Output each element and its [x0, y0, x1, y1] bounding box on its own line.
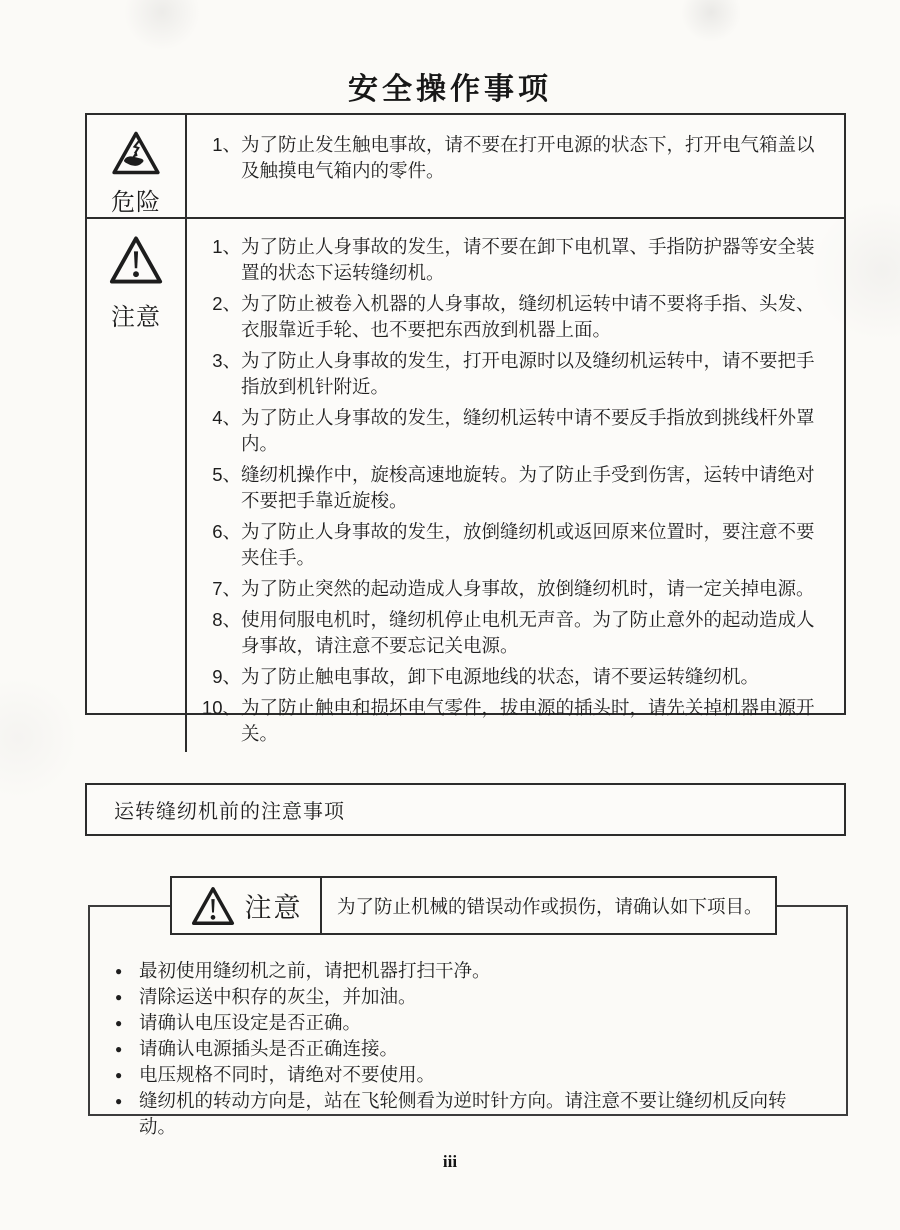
safety-table — [85, 113, 846, 744]
bullet-icon: ● — [115, 990, 123, 1004]
item-number: 7、 — [212, 578, 241, 599]
bullet-icon: ● — [115, 1068, 123, 1082]
pre-operation-checklist-box — [88, 905, 848, 1137]
section-title: 运转缝纫机前的注意事项 — [114, 801, 345, 823]
checklist-item-text: 请确认电压设定是否正确。 — [139, 1012, 362, 1033]
bullet-icon: ● — [115, 964, 123, 978]
electric-shock-triangle-icon — [111, 130, 161, 176]
checklist-item — [112, 958, 822, 984]
caution-strip-label: 注意 — [244, 893, 303, 923]
item-text: 为了防止被卷入机器的人身事故，缝纫机运转中请不要将手指、头发、衣服靠近手轮、也不要把东西放到机器上面。 — [241, 293, 815, 340]
item-number: 1、 — [212, 134, 241, 155]
caution-icon-cell — [87, 219, 187, 752]
safety-instruction-item — [193, 607, 826, 659]
item-text: 为了防止人身事故的发生，请不要在卸下电机罩、手指防护器等安全装置的状态下运转缝纫机。 — [241, 236, 815, 283]
danger-row — [87, 115, 844, 219]
caution-strip — [170, 876, 777, 935]
checklist-item-text: 缝纫机的转动方向是，站在飞轮侧看为逆时针方向。请注意不要让缝纫机反向转动。 — [139, 1090, 787, 1137]
bullet-icon: ● — [115, 1094, 123, 1108]
danger-label: 危险 — [111, 189, 161, 216]
bullet-icon: ● — [115, 1042, 123, 1056]
section-header — [85, 783, 846, 836]
caution-label: 注意 — [111, 304, 161, 331]
safety-instruction-item — [193, 695, 826, 747]
item-text: 为了防止人身事故的发生，打开电源时以及缝纫机运转中，请不要把手指放到机针附近。 — [241, 350, 815, 397]
safety-instruction-item — [193, 664, 826, 690]
safety-instruction-item — [193, 462, 826, 514]
page-title: 安全操作事项 — [348, 73, 552, 106]
safety-instruction-item — [193, 132, 826, 184]
checklist-item — [112, 1088, 822, 1140]
item-number: 2、 — [212, 293, 241, 314]
safety-instruction-item — [193, 234, 826, 286]
item-number: 5、 — [212, 464, 241, 485]
page-number: iii — [442, 1152, 458, 1171]
item-number: 1、 — [212, 236, 241, 257]
caution-strip-label-cell — [172, 878, 322, 933]
item-text: 为了防止触电事故，卸下电源地线的状态，请不要运转缝纫机。 — [241, 666, 760, 687]
warning-triangle-icon — [108, 235, 164, 285]
item-text: 为了防止人身事故的发生，缝纫机运转中请不要反手指放到挑线杆外罩内。 — [241, 407, 815, 454]
checklist-item-text: 电压规格不同时，请绝对不要使用。 — [139, 1064, 436, 1085]
danger-instructions — [187, 115, 844, 217]
checklist-item-text: 请确认电源插头是否正确连接。 — [139, 1038, 399, 1059]
checklist-item — [112, 1010, 822, 1036]
checklist-item-text: 清除运送中积存的灰尘，并加油。 — [139, 986, 417, 1007]
item-number: 10、 — [201, 697, 241, 718]
item-text: 为了防止发生触电事故，请不要在打开电源的状态下，打开电气箱盖以及触摸电气箱内的零件。 — [241, 134, 815, 181]
checklist-item-text: 最初使用缝纫机之前，请把机器打扫干净。 — [139, 960, 491, 981]
item-text: 为了防止人身事故的发生，放倒缝纫机或返回原来位置时，要注意不要夹住手。 — [241, 521, 815, 568]
caution-instructions — [187, 219, 844, 752]
caution-strip-text: 为了防止机械的错误动作或损伤，请确认如下项目。 — [337, 895, 763, 917]
item-number: 3、 — [212, 350, 241, 371]
caution-row — [87, 219, 844, 752]
item-number: 4、 — [212, 407, 241, 428]
warning-triangle-icon — [190, 886, 236, 926]
item-text: 缝纫机操作中，旋梭高速地旋转。为了防止手受到伤害，运转中请绝对不要把手靠近旋梭。 — [241, 464, 815, 511]
safety-instruction-item — [193, 348, 826, 400]
checklist-item — [112, 1036, 822, 1062]
item-text: 使用伺服电机时，缝纫机停止电机无声音。为了防止意外的起动造成人身事故，请注意不要忘记关电源。 — [241, 609, 815, 656]
bullet-icon: ● — [115, 1016, 123, 1030]
item-text: 为了防止突然的起动造成人身事故，放倒缝纫机时，请一定关掉电源。 — [241, 578, 815, 599]
safety-instruction-item — [193, 519, 826, 571]
item-number: 8、 — [212, 609, 241, 630]
safety-instruction-item — [193, 405, 826, 457]
item-number: 6、 — [212, 521, 241, 542]
item-text: 为了防止触电和损坏电气零件，拔电源的插头时，请先关掉机器电源开关。 — [241, 697, 815, 744]
item-number: 9、 — [212, 666, 241, 687]
checklist-item — [112, 1062, 822, 1088]
safety-instruction-item — [193, 576, 826, 602]
safety-instruction-item — [193, 291, 826, 343]
danger-icon-cell — [87, 115, 187, 217]
checklist-item — [112, 984, 822, 1010]
